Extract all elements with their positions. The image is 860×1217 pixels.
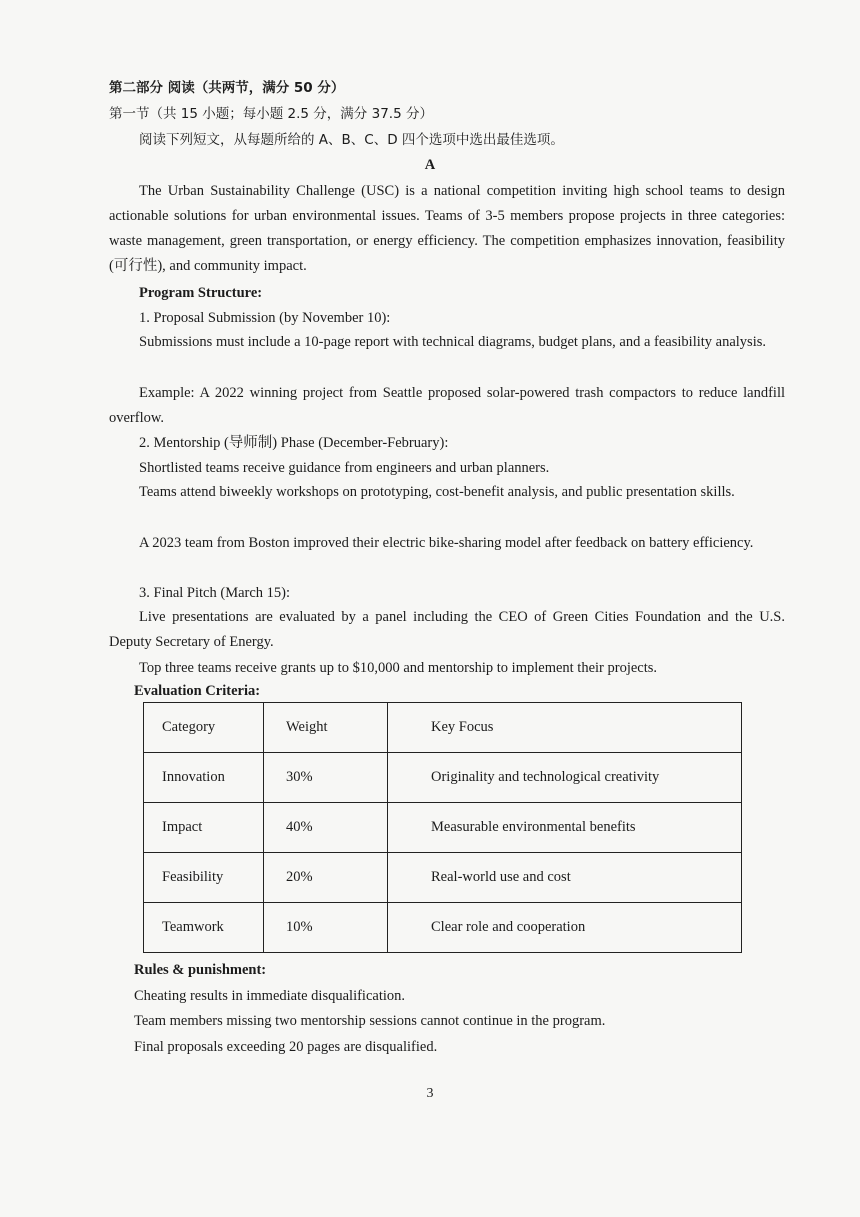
part-title: 第二部分 阅读（共两节，满分 50 分） [109, 80, 345, 96]
table-row [144, 903, 742, 953]
table-cell-category: Innovation [144, 753, 264, 803]
page-number: 3 [426, 1086, 434, 1101]
step3-paragraph-2: Top three teams receive grants up to $10,000 and mentorship to implement their projects. [139, 660, 658, 676]
table-cell-weight: 10% [264, 903, 388, 953]
evaluation-criteria-table [143, 702, 742, 953]
table-row [144, 803, 742, 853]
table-cell-weight: 40% [264, 803, 388, 853]
table-cell-category: Impact [144, 803, 264, 853]
table-cell-category: Teamwork [144, 903, 264, 953]
rule-item: Cheating results in immediate disqualification. [134, 988, 406, 1004]
rule-item: Final proposals exceeding 20 pages are disqualified. [134, 1039, 438, 1055]
table-header-row [144, 703, 742, 753]
table-header-cell: Weight [264, 703, 388, 753]
intro-paragraph: The Urban Sustainability Challenge (USC) is a national competition inviting high school teams to design actionable solutions for urban environmental issues. Teams of 3-5 members propose projects in three categories: waste management, green transportation, or energy efficiency. The competition emphasizes innovation, feasibility (可行性), and community impact. [109, 183, 785, 274]
step2-paragraph-1: Shortlisted teams receive guidance from engineers and urban planners. [139, 460, 550, 476]
table-header-cell: Key Focus [388, 703, 742, 753]
passage-letter: A [424, 157, 436, 173]
table-header-cell: Category [144, 703, 264, 753]
section-title: 第一节（共 15 小题；每小题 2.5 分，满分 37.5 分） [109, 106, 433, 122]
rule-item: Team members missing two mentorship sessions cannot continue in the program. [134, 1013, 606, 1029]
step2-paragraph-2: Teams attend biweekly workshops on prototyping, cost-benefit analysis, and public presentation skills. [139, 484, 735, 500]
step1-title: 1. Proposal Submission (by November 10): [139, 310, 391, 326]
table-cell-category: Feasibility [144, 853, 264, 903]
table-cell-focus: Measurable environmental benefits [388, 803, 742, 853]
table-row [144, 853, 742, 903]
step3-title: 3. Final Pitch (March 15): [139, 585, 291, 601]
step1-paragraph-2: Example: A 2022 winning project from Seattle proposed solar-powered trash compactors to reduce landfill overflow. [109, 385, 785, 426]
step2-title: 2. Mentorship (导师制) Phase (December-February): [139, 435, 449, 451]
table-cell-focus: Clear role and cooperation [388, 903, 742, 953]
step1-paragraph-1: Submissions must include a 10-page report with technical diagrams, budget plans, and a feasibility analysis. [139, 334, 766, 350]
criteria-heading: Evaluation Criteria: [134, 683, 261, 699]
table-cell-focus: Real-world use and cost [388, 853, 742, 903]
table-cell-weight: 20% [264, 853, 388, 903]
step2-paragraph-3: A 2023 team from Boston improved their electric bike-sharing model after feedback on battery efficiency. [139, 535, 754, 551]
structure-heading: Program Structure: [139, 285, 263, 301]
table-cell-focus: Originality and technological creativity [388, 753, 742, 803]
rules-heading: Rules & punishment: [134, 962, 267, 978]
table-row [144, 753, 742, 803]
instruction-text: 阅读下列短文，从每题所给的 A、B、C、D 四个选项中选出最佳选项。 [139, 132, 564, 148]
step3-paragraph-1: Live presentations are evaluated by a panel including the CEO of Green Cities Foundation and the U.S. Deputy Secretary of Energy. [109, 609, 785, 650]
table-cell-weight: 30% [264, 753, 388, 803]
